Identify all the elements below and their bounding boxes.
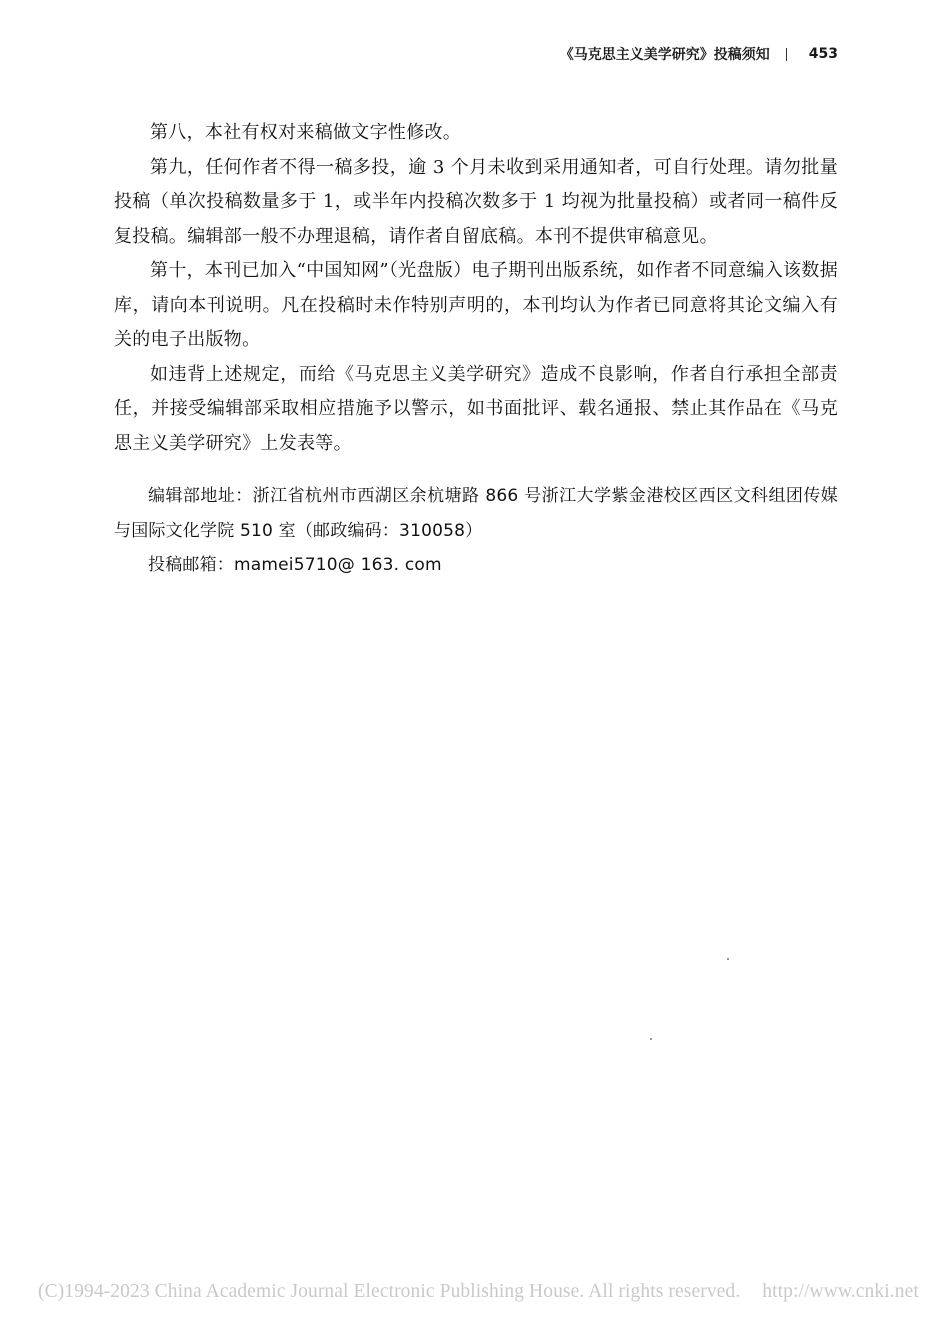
scan-speck xyxy=(650,1038,652,1040)
paragraph-violation: 如违背上述规定，而给《马克思主义美学研究》造成不良影响，作者自行承担全部责任，并接受编辑部采取相应措施予以警示，如书面批评、载名通报、禁止其作品在《马克思主义美学研究》上发表等。 xyxy=(114,363,838,454)
section-gap xyxy=(114,461,838,479)
page-number: 453 xyxy=(808,46,838,62)
scan-speck xyxy=(727,958,729,960)
article-body xyxy=(114,116,838,583)
editorial-address: 编辑部地址：浙江省杭州市西湖区余杭塘路 866 号浙江大学紫金港校区西区文科组团传媒与国际文化学院 510 室（邮政编码：310058） xyxy=(114,486,838,541)
submission-email[interactable]: 投稿邮箱：mamei5710@ 163. com xyxy=(148,555,442,575)
paragraph-ninth: 第九，任何作者不得一稿多投，逾 3 个月未收到采用通知者，可自行处理。请勿批量投稿（单次投稿数量多于 1，或半年内投稿次数多于 1 均视为批量投稿）或者同一稿件反复投稿。编辑部一般不办理退稿，请作者自留底稿。本刊不提供审稿意见。 xyxy=(114,156,838,247)
running-header-title: 《马克思主义美学研究》投稿须知 xyxy=(559,47,770,63)
paragraph-tenth: 第十，本刊已加入“中国知网”（光盘版）电子期刊出版系统，如作者不同意编入该数据库，请向本刊说明。凡在投稿时未作特别声明的，本刊均认为作者已同意将其论文编入有关的电子出版物。 xyxy=(114,260,838,350)
running-header xyxy=(560,44,838,64)
footer-url[interactable]: http://www.cnki.net xyxy=(762,1281,919,1302)
header-separator xyxy=(786,48,787,61)
copyright-footer xyxy=(38,1281,919,1303)
paragraph-eighth: 第八，本社有权对来稿做文字性修改。 xyxy=(150,122,462,143)
copyright-text: (C)1994-2023 China Academic Journal Electronic Publishing House. All rights reserved. xyxy=(38,1281,741,1302)
